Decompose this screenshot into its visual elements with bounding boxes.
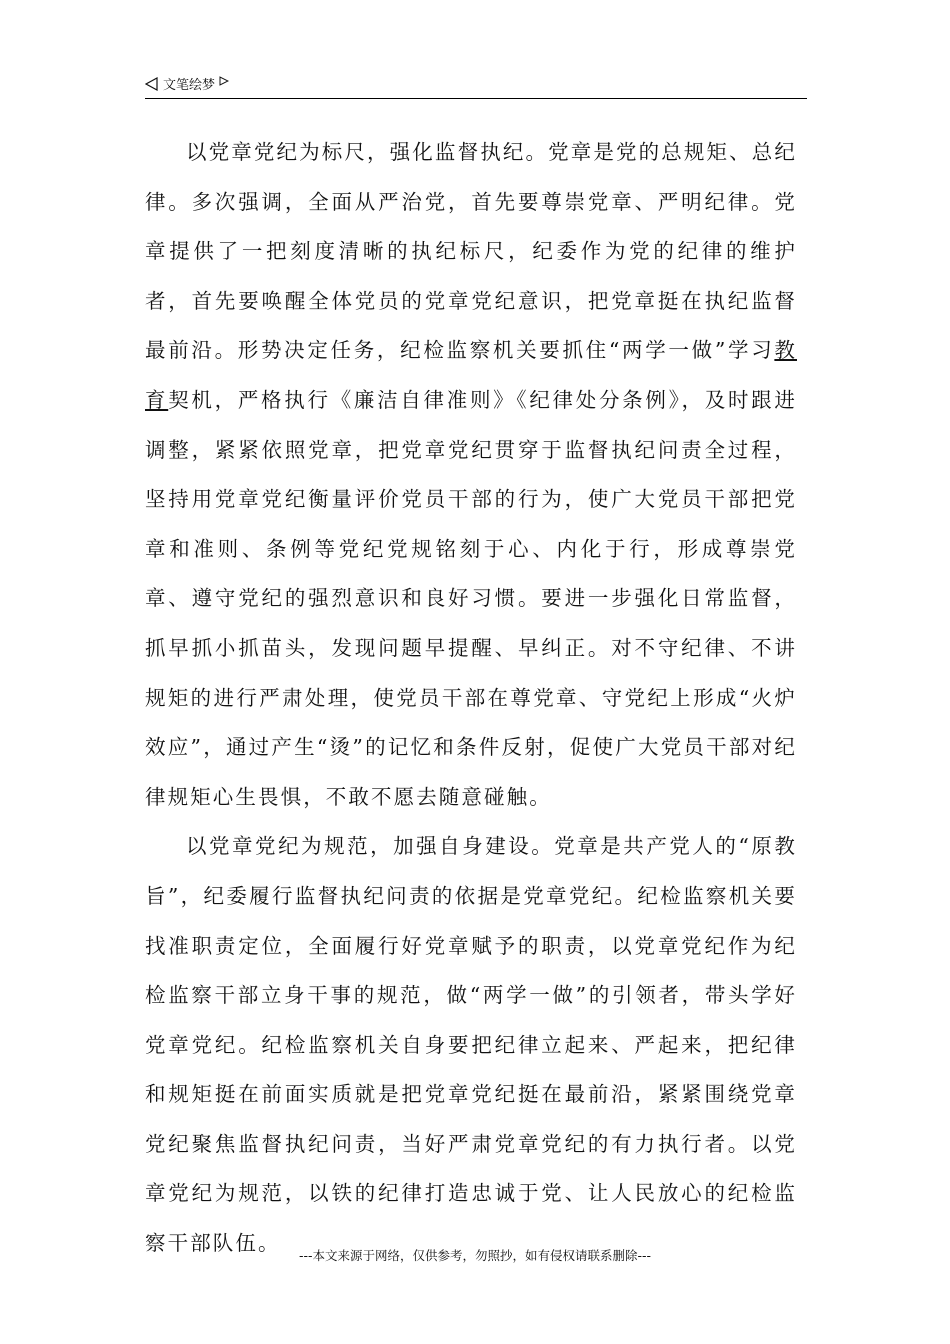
triangle-right-icon bbox=[219, 76, 229, 86]
document-body bbox=[145, 128, 797, 1269]
page-header bbox=[145, 74, 807, 99]
header-brand-group bbox=[145, 74, 229, 93]
paragraph-1-part-1: 以党章党纪为标尺，强化监督执纪。党章是党的总规矩、总纪律。多次强调，全面从严治党，首先要尊崇党章、严明纪律。党章提供了一把刻度清晰的执纪标尺，纪委作为党的纪律的维护者，首先要唤醒全体党员的党章党纪意识，把党章挺在执纪监督最前沿。形势决定任务，纪检监察机关要抓住“两学一做”学习 bbox=[145, 140, 797, 363]
triangle-left-icon bbox=[145, 77, 159, 91]
header-brand: 文笔绘梦 bbox=[163, 78, 216, 93]
paragraph-1 bbox=[145, 128, 797, 822]
page-footer: ---本文来源于网络，仅供参考，勿照抄，如有侵权请联系删除--- bbox=[298, 1248, 652, 1263]
paragraph-1-part-2: 契机，严格执行《廉洁自律准则》《纪律处分条例》，及时跟进调整，紧紧依照党章，把党章党纪贯穿于监督执纪问责全过程，坚持用党章党纪衡量评价党员干部的行为，使广大党员干部把党章和准则、条例等党纪党规铭刻于心、内化于行，形成尊崇党章、遵守党纪的强烈意识和良好习惯。要进一步强化日常监督，抓早抓小抓苗头，发现问题早提醒、早纠正。对不守纪律、不讲规矩的进行严肃处理，使党员干部在尊党章、守党纪上形成“火炉效应”，通过产生“烫”的记忆和条件反射，促使广大党员干部对纪律规矩心生畏惧，不敢不愿去随意碰触。 bbox=[145, 387, 797, 809]
paragraph-2: 以党章党纪为规范，加强自身建设。党章是共产党人的“原教旨”，纪委履行监督执纪问责的依据是党章党纪。纪检监察机关要找准职责定位，全面履行好党章赋予的职责，以党章党纪作为纪检监察干部立身干事的规范，做“两学一做”的引领者，带头学好党章党纪。纪检监察机关自身要把纪律立起来、严起来，把纪律和规矩挺在前面实质就是把党章党纪挺在最前沿，紧紧围绕党章党纪聚焦监督执纪问责，当好严肃党章党纪的有力执行者。以党章党纪为规范，以铁的纪律打造忠诚于党、让人民放心的纪检监察干部队伍。 bbox=[145, 834, 797, 1256]
paragraph-1-underlined: 教育 bbox=[145, 338, 797, 412]
